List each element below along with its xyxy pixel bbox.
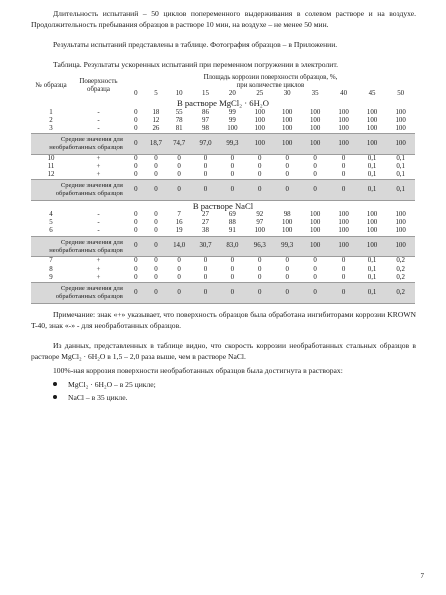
average-value: 0,1 [386, 180, 415, 201]
cell-value: 0,1 [367, 154, 377, 162]
cell-value: 0 [230, 162, 235, 170]
cell-value: 0 [313, 162, 317, 170]
average-value: 0 [219, 282, 246, 303]
cell-value: 0 [258, 154, 262, 162]
average-value: 96,3 [246, 236, 273, 257]
cell-value: 0 [134, 124, 138, 132]
average-value: 99,3 [273, 236, 300, 257]
cell-value: 0 [258, 257, 262, 265]
average-value: 0 [166, 180, 192, 201]
cell-value: 0,2 [396, 265, 405, 273]
cell-value: 0 [177, 154, 181, 162]
paragraph-full-corrosion: 100%-ная коррозия поверхности необработанных образцов была достигнута в растворах: [53, 365, 343, 375]
cell-value: 100 [227, 124, 238, 132]
header-cycles-count: при количестве циклов [236, 82, 305, 90]
surface-sign: - [97, 108, 100, 116]
cell-value: 18 [152, 108, 160, 116]
average-value: 0 [126, 133, 146, 154]
table-row [31, 109, 415, 117]
page-number: 7 [420, 571, 424, 580]
cell-value: 0,1 [367, 162, 377, 170]
cell-value: 0 [230, 265, 235, 273]
bullet-list [31, 379, 416, 403]
cell-value: 100 [309, 116, 321, 124]
cell-value: 27 [202, 211, 209, 219]
sample-number: 8 [49, 265, 53, 273]
cell-value: 100 [309, 211, 321, 219]
table-row [31, 227, 415, 236]
cell-value: 0 [134, 227, 138, 235]
bullet-icon [53, 382, 57, 386]
header-surface: Поверхность образца [79, 78, 118, 94]
cell-value: 0 [203, 265, 208, 273]
cell-value: 0 [285, 265, 289, 273]
cell-value: 98 [202, 124, 209, 132]
cell-value: 0 [134, 116, 138, 124]
cell-value: 100 [254, 108, 265, 116]
average-value: 0 [126, 180, 146, 201]
cell-value: 0 [154, 257, 158, 265]
average-value: 0,2 [386, 282, 415, 303]
average-label: Средние значения для обработанных образцов [31, 282, 126, 303]
cell-value: 0,1 [396, 162, 405, 170]
cell-value: 100 [366, 108, 378, 116]
surface-sign: - [97, 124, 100, 132]
cell-value: 0 [134, 265, 138, 273]
cell-value: 0 [177, 265, 181, 273]
table-row [31, 274, 415, 283]
average-value: 0 [146, 180, 166, 201]
cell-value: 7 [177, 211, 181, 219]
cell-value: 0 [203, 273, 208, 281]
cell-value: 27 [202, 219, 209, 227]
average-value: 100 [329, 133, 357, 154]
cell-value: 0 [285, 257, 289, 265]
cell-value: 100 [366, 227, 378, 235]
paragraph-results-intro: Результаты испытаний представлены в таблице. Фотография образцов – в Приложении. [53, 40, 338, 49]
average-value: 0,1 [358, 180, 386, 201]
cell-value: 0,2 [396, 257, 405, 265]
table-caption: Таблица. Результаты ускоренных испытаний при переменном погружении в электролит. [53, 60, 338, 69]
cell-value: 0 [154, 227, 158, 235]
cell-value: 0,1 [396, 171, 405, 179]
average-value: 0 [192, 180, 218, 201]
cell-value: 38 [202, 227, 209, 235]
header-cycle: 40 [340, 90, 348, 98]
average-value: 100 [386, 133, 415, 154]
cell-value: 0 [313, 273, 317, 281]
cell-value: 0 [134, 171, 138, 179]
cell-value: 99 [228, 116, 236, 124]
surface-sign: + [96, 162, 101, 170]
header-cycle: 50 [397, 90, 405, 98]
average-value: 0 [146, 236, 166, 257]
cell-value: 100 [395, 211, 406, 219]
sample-number: 7 [49, 257, 53, 265]
average-value: 0 [301, 180, 329, 201]
average-value: 0 [329, 180, 357, 201]
document-page [31, 8, 416, 405]
cell-value: 100 [282, 124, 293, 132]
cell-value: 0 [341, 265, 346, 273]
average-value: 0 [273, 282, 300, 303]
cell-value: 91 [228, 227, 236, 235]
average-value: 18,7 [146, 133, 166, 154]
header-cycle: 15 [202, 90, 209, 98]
table-row [31, 257, 415, 266]
cell-value: 0 [134, 162, 138, 170]
cell-value: 100 [366, 219, 378, 227]
cell-value: 0,1 [367, 273, 377, 281]
cell-value: 100 [395, 227, 406, 235]
cell-value: 0 [313, 257, 317, 265]
cell-value: 97 [202, 116, 209, 124]
surface-sign: + [96, 154, 101, 162]
paragraph-conclusion: Из данных, представленных в таблице видно, что скорость коррозии необработанных стальных образцов в растворе MgCl₂ · 6H₂O в 1,5 – 2,0 раза выше, чем в растворе NaCl. [31, 340, 416, 361]
cell-value: 0 [134, 219, 138, 227]
cell-value: 0,2 [396, 273, 405, 281]
average-row [31, 236, 415, 257]
cell-value: 0 [203, 171, 208, 179]
cell-value: 100 [338, 108, 349, 116]
cell-value: 100 [254, 116, 265, 124]
cell-value: 100 [366, 211, 378, 219]
cell-value: 81 [175, 124, 183, 132]
average-value: 30,7 [192, 236, 218, 257]
cell-value: 55 [175, 108, 183, 116]
sample-number: 11 [47, 162, 55, 170]
sample-number: 2 [49, 116, 53, 124]
header-cycle: 25 [256, 90, 264, 98]
cell-value: 0 [203, 257, 208, 265]
sample-number: 4 [49, 211, 53, 219]
cell-value: 12 [152, 116, 160, 124]
header-cycle: 0 [134, 90, 138, 98]
bullet-item: MgCl₂ · 6H₂O – в 25 цикле; [53, 379, 416, 390]
surface-sign: - [97, 227, 100, 235]
cell-value: 78 [175, 116, 183, 124]
sample-number: 9 [49, 273, 53, 281]
section-title: В растворе NaCl [192, 201, 254, 212]
cell-value: 0 [313, 265, 317, 273]
surface-sign: - [97, 116, 100, 124]
cell-value: 0 [154, 162, 158, 170]
cell-value: 100 [338, 227, 349, 235]
cell-value: 100 [309, 227, 321, 235]
cell-value: 0 [177, 257, 181, 265]
average-value: 0 [246, 282, 273, 303]
cell-value: 0 [258, 171, 262, 179]
cell-value: 0 [177, 171, 181, 179]
average-value: 0,1 [358, 282, 386, 303]
table-row [31, 211, 415, 219]
cell-value: 0 [134, 211, 138, 219]
table-row [31, 171, 415, 180]
cell-value: 86 [202, 108, 209, 116]
cell-value: 0 [154, 154, 158, 162]
header-cycle: 5 [154, 90, 158, 98]
cell-value: 0 [285, 273, 289, 281]
cell-value: 0 [341, 273, 346, 281]
cell-value: 100 [338, 116, 349, 124]
average-value: 0 [329, 282, 357, 303]
cell-value: 100 [309, 219, 321, 227]
average-label: Средние значения для необработанных образцов [31, 236, 126, 257]
surface-sign: + [96, 265, 101, 273]
average-value: 83,0 [219, 236, 246, 257]
average-value: 97,0 [192, 133, 218, 154]
cell-value: 26 [152, 124, 160, 132]
average-value: 74,7 [166, 133, 192, 154]
average-value: 100 [358, 236, 386, 257]
cell-value: 100 [282, 227, 293, 235]
cell-value: 0,1 [367, 265, 377, 273]
table-note: Примечание: знак «+» указывает, что поверхность образцов была обработана ингибиторами коррозии KROWN T-40, знак «-» - для необработанных образцов. [31, 309, 416, 330]
surface-sign: + [96, 171, 101, 179]
surface-sign: - [97, 219, 100, 227]
cell-value: 100 [395, 219, 406, 227]
cell-value: 16 [175, 219, 183, 227]
cell-value: 0 [230, 273, 235, 281]
sample-number: 1 [49, 108, 53, 116]
average-value: 100 [301, 236, 329, 257]
average-label: Средние значения для обработанных образцов [31, 180, 126, 201]
header-cycle: 30 [283, 90, 291, 98]
cell-value: 0 [177, 273, 181, 281]
average-value: 14,0 [166, 236, 192, 257]
average-value: 0 [146, 282, 166, 303]
cell-value: 0 [313, 154, 317, 162]
header-cycle: 20 [228, 90, 236, 98]
sample-number: 10 [47, 154, 55, 162]
average-value: 0 [301, 282, 329, 303]
average-value: 100 [329, 236, 357, 257]
cell-value: 100 [395, 124, 406, 132]
cell-value: 100 [395, 108, 406, 116]
section-title-row [31, 201, 415, 212]
sample-number: 3 [49, 124, 53, 132]
cell-value: 0 [285, 171, 289, 179]
average-value: 0 [126, 282, 146, 303]
cell-value: 100 [366, 124, 378, 132]
average-value: 0 [246, 180, 273, 201]
average-value: 100 [301, 133, 329, 154]
cell-value: 19 [175, 227, 183, 235]
average-value: 100 [246, 133, 273, 154]
cell-value: 100 [309, 124, 321, 132]
cell-value: 0 [154, 171, 158, 179]
cell-value: 0,1 [367, 171, 377, 179]
cell-value: 100 [282, 108, 293, 116]
cell-value: 100 [338, 124, 349, 132]
average-row [31, 180, 415, 201]
surface-sign: + [96, 273, 101, 281]
cell-value: 100 [309, 108, 321, 116]
cell-value: 0 [341, 171, 346, 179]
cell-value: 0 [313, 171, 317, 179]
sample-number: 6 [49, 227, 53, 235]
section-title-row [31, 98, 415, 108]
cell-value: 0 [134, 257, 138, 265]
table-row [31, 219, 415, 227]
header-corrosion-area: Площадь коррозии поверхности образцов, %, [203, 74, 338, 81]
cell-value: 0 [177, 162, 181, 170]
cell-value: 0 [258, 162, 262, 170]
cell-value: 100 [338, 219, 349, 227]
cell-value: 100 [254, 124, 265, 132]
cell-value: 100 [254, 227, 265, 235]
cell-value: 0 [154, 273, 158, 281]
cell-value: 99 [228, 108, 236, 116]
cell-value: 0 [230, 257, 235, 265]
table-row [31, 125, 415, 134]
cell-value: 0 [203, 154, 208, 162]
table-row [31, 117, 415, 125]
table-row [31, 266, 415, 274]
cell-value: 0,1 [396, 154, 405, 162]
paragraph-test-duration: Длительность испытаний – 50 циклов попеременного выдерживания в солевом растворе и на воздухе. Продолжительность пребывания образцов в растворе 10 мин, на воздухе – не менее 50 мин. [31, 9, 416, 29]
cell-value: 0 [258, 273, 262, 281]
section-title: В растворе MgCl₂ · 6H₂O [176, 98, 270, 109]
cell-value: 0 [285, 162, 289, 170]
table-row [31, 163, 415, 171]
cell-value: 98 [283, 211, 291, 219]
cell-value: 88 [228, 219, 236, 227]
average-label: Средние значения для необработанных образцов [31, 133, 126, 154]
cell-value: 0 [341, 154, 346, 162]
surface-sign: + [96, 257, 101, 265]
sample-number: 5 [49, 219, 53, 227]
surface-sign: - [97, 211, 100, 219]
average-value: 0 [126, 236, 146, 257]
average-row [31, 282, 415, 303]
cell-value: 97 [256, 219, 264, 227]
cell-value: 100 [282, 116, 293, 124]
cell-value: 0 [154, 211, 158, 219]
cell-value: 0 [285, 154, 289, 162]
average-value: 100 [273, 133, 300, 154]
cell-value: 100 [366, 116, 378, 124]
cell-value: 0 [230, 171, 235, 179]
average-value: 100 [386, 236, 415, 257]
average-value: 0 [219, 180, 246, 201]
cell-value: 0 [154, 219, 158, 227]
cell-value: 0 [341, 257, 346, 265]
cell-value: 0 [341, 162, 346, 170]
cell-value: 100 [395, 116, 406, 124]
cell-value: 0 [134, 108, 138, 116]
cell-value: 0 [203, 162, 208, 170]
header-cycle: 10 [175, 90, 183, 98]
bullet-icon [53, 395, 57, 399]
average-value: 0 [192, 282, 218, 303]
cell-value: 0 [134, 273, 138, 281]
cell-value: 100 [282, 219, 293, 227]
cell-value: 0,1 [367, 257, 377, 265]
cell-value: 92 [256, 211, 264, 219]
average-row [31, 133, 415, 154]
average-value: 0 [273, 180, 300, 201]
cell-value: 0 [258, 265, 262, 273]
header-cycle: 35 [311, 90, 319, 98]
results-table [31, 74, 415, 304]
average-value: 99,3 [219, 133, 246, 154]
table-row [31, 154, 415, 163]
cell-value: 0 [134, 154, 138, 162]
cell-value: 0 [230, 154, 235, 162]
average-value: 0 [166, 282, 192, 303]
cell-value: 0 [154, 265, 158, 273]
bullet-item: NaCl – в 35 цикле. [53, 392, 416, 403]
header-cycle: 45 [368, 90, 376, 98]
cell-value: 100 [338, 211, 349, 219]
cell-value: 69 [228, 211, 236, 219]
sample-number: 12 [47, 171, 55, 179]
average-value: 100 [358, 133, 386, 154]
header-sample-number: № образца [35, 82, 67, 90]
